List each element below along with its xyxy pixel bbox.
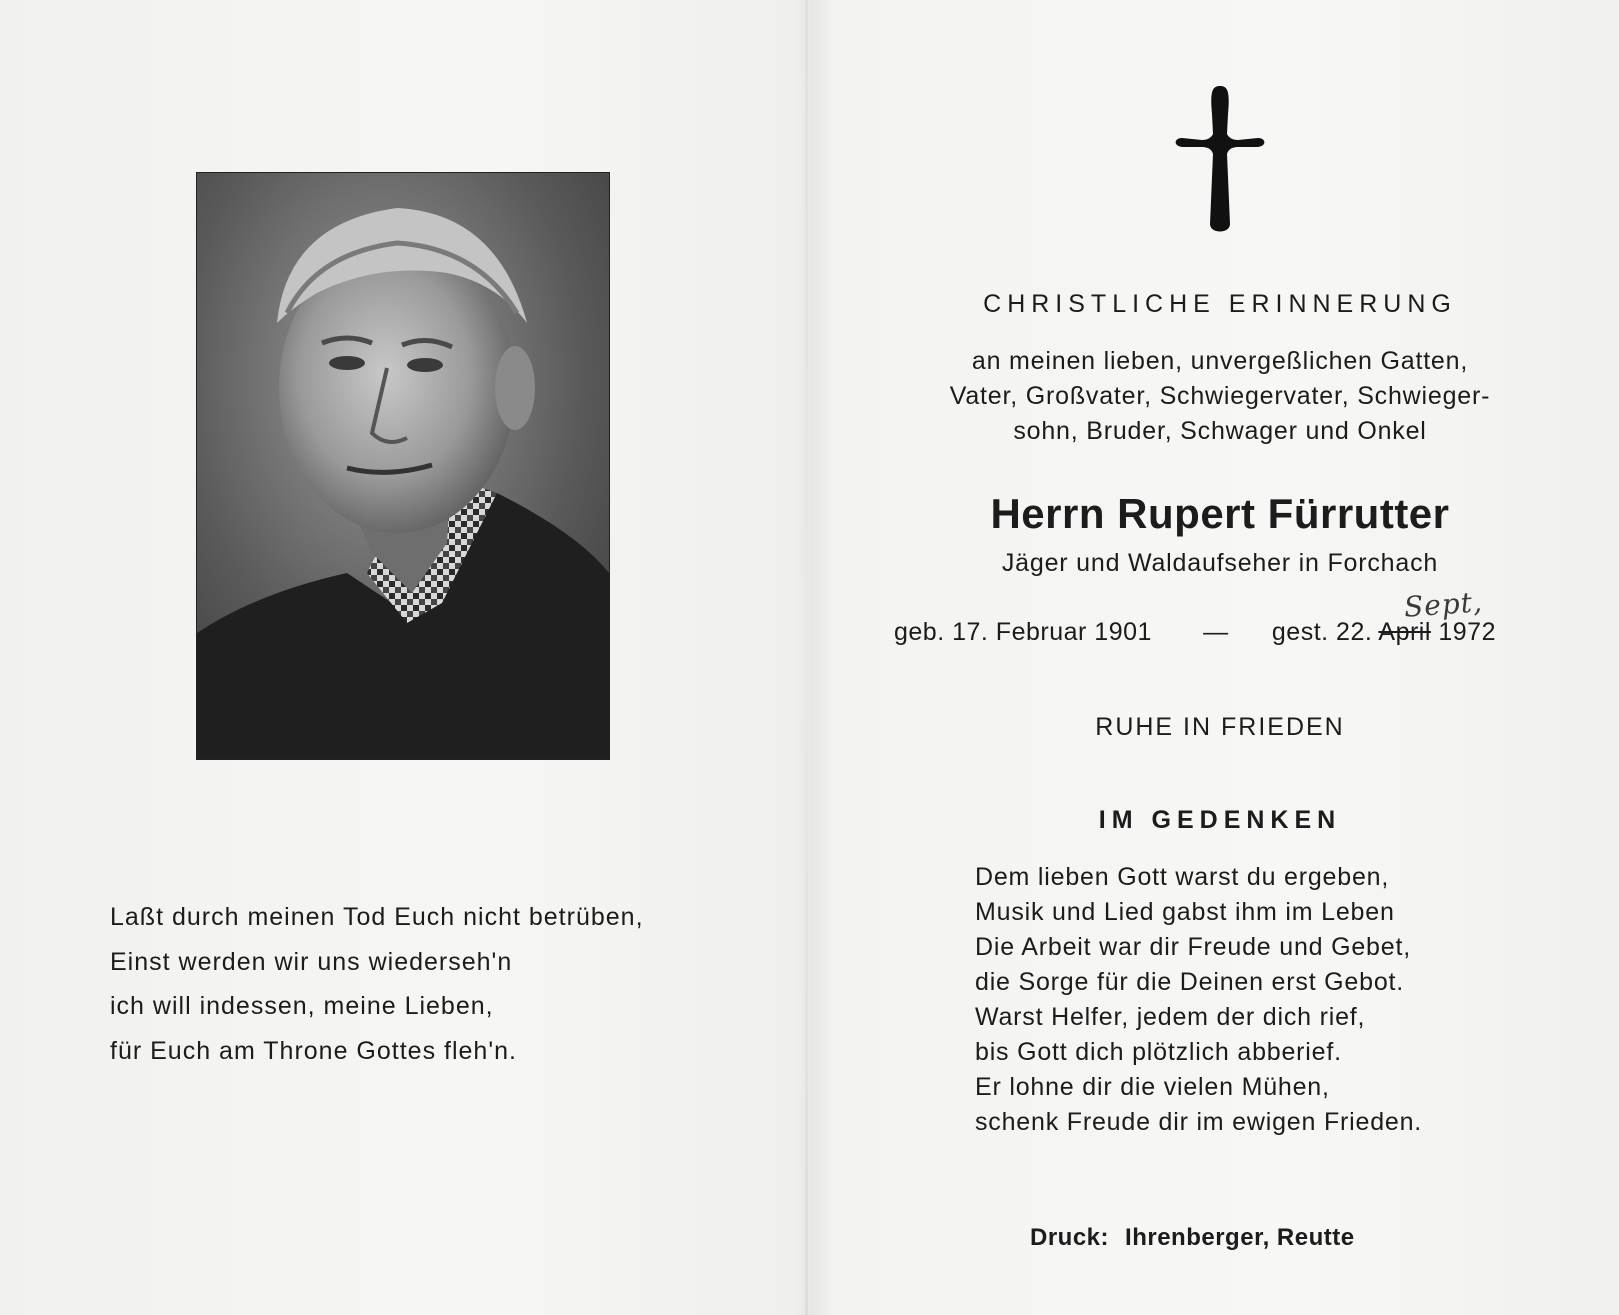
memorial-verse-line: Musik und Lied gabst ihm im Leben — [975, 898, 1395, 926]
memorial-verse-line: Warst Helfer, jedem der dich rief, — [975, 1003, 1366, 1031]
death-date-prefix: gest. 22. — [1271, 618, 1373, 646]
memorial-verse-line: Dem lieben Gott warst du ergeben, — [975, 863, 1390, 891]
printer-name: Ihrenberger, Reutte — [1125, 1224, 1355, 1251]
occupation: Jäger und Waldaufseher in Forchach — [1001, 549, 1439, 577]
left-verse-line: Laßt durch meinen Tod Euch nicht betrüben, — [110, 903, 644, 931]
deceased-name: Herrn Rupert Fürrutter — [990, 490, 1450, 537]
memorial-verse-line: die Sorge für die Deinen erst Gebot. — [975, 968, 1405, 996]
handwritten-correction: Sept, — [1402, 585, 1484, 624]
left-verse-line: ich will indessen, meine Lieben, — [110, 992, 494, 1020]
left-verse — [110, 895, 730, 1073]
memorial-verse-line: Er lohne dir die vielen Mühen, — [975, 1073, 1330, 1101]
intro-line: an meinen lieben, unvergeßlichen Gatten, — [971, 347, 1469, 375]
card-heading: CHRISTLICHE ERINNERUNG — [983, 290, 1457, 318]
life-dates — [894, 618, 1554, 647]
portrait-image — [197, 173, 609, 759]
left-verse-line: Einst werden wir uns wiederseh'n — [110, 947, 513, 976]
intro-text — [880, 344, 1560, 449]
memorial-verse-line: bis Gott dich plötzlich abberief. — [975, 1038, 1342, 1066]
cross-icon — [1172, 84, 1268, 236]
death-year: 1972 — [1438, 618, 1496, 646]
portrait-photo — [196, 172, 610, 760]
memorial-verse-line: Die Arbeit war dir Freude und Gebet, — [975, 933, 1411, 961]
left-verse-line: für Euch am Throne Gottes fleh'n. — [110, 1036, 517, 1065]
memorial-heading: IM GEDENKEN — [1098, 806, 1342, 834]
struck-month: April — [1378, 618, 1431, 646]
intro-line: Vater, Großvater, Schwiegervater, Schwieger- — [949, 382, 1491, 410]
birth-date: geb. 17. Februar 1901 — [894, 618, 1152, 646]
rip-text: RUHE IN FRIEDEN — [1095, 713, 1345, 741]
printer-label: Druck: — [1030, 1224, 1110, 1251]
date-dash: — — [1203, 618, 1229, 646]
memorial-verse-line: schenk Freude dir im ewigen Frieden. — [975, 1108, 1423, 1136]
intro-line: sohn, Bruder, Schwager und Onkel — [1013, 417, 1427, 445]
card-fold — [805, 0, 808, 1315]
printer-credit — [1030, 1224, 1355, 1252]
memorial-verse — [975, 860, 1535, 1140]
